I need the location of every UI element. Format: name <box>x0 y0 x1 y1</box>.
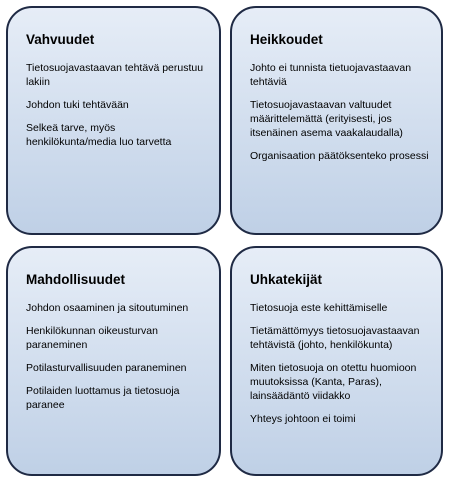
weaknesses-item: Tietosuojavastaavan valtuudet määrittelemättä (erityisesti, jos itsenäinen asema vaakalaudalla) <box>250 99 403 139</box>
opportunities-item: Henkilökunnan oikeusturvan paraneminen <box>26 325 158 351</box>
opportunities-item: Potilasturvallisuuden paraneminen <box>26 362 187 374</box>
opportunities-item: Johdon osaaminen ja sitoutuminen <box>26 302 189 314</box>
threats-item: Tietosuoja este kehittämiselle <box>250 302 388 314</box>
threats-box <box>230 246 443 476</box>
strengths-title: Vahvuudet <box>26 32 95 47</box>
strengths-item: Selkeä tarve, myös henkilökunta/media luo tarvetta <box>26 122 172 148</box>
weaknesses-item: Organisaation päätöksenteko prosessi <box>250 150 429 162</box>
weaknesses-item: Johto ei tunnista tietuojavastaavan tehtäviä <box>250 62 412 88</box>
strengths-item: Tietosuojavastaavan tehtävä perustuu lakiin <box>26 62 204 88</box>
opportunities-box <box>6 246 221 476</box>
threats-list <box>250 301 429 426</box>
strengths-item: Johdon tuki tehtävään <box>26 99 129 111</box>
opportunities-list <box>26 301 207 412</box>
threats-item: Miten tietosuoja on otettu huomioon muutoksissa (Kanta, Paras), lainsäädäntö viidakko <box>250 362 417 402</box>
strengths-box <box>6 6 221 235</box>
threats-item: Yhteys johtoon ei toimi <box>250 413 356 425</box>
opportunities-item: Potilaiden luottamus ja tietosuoja paranee <box>26 385 180 411</box>
weaknesses-title: Heikkoudet <box>250 32 323 47</box>
threats-item: Tietämättömyys tietosuojavastaavan tehtävistä (johto, henkilökunta) <box>250 325 420 351</box>
weaknesses-list <box>250 61 429 163</box>
opportunities-title: Mahdollisuudet <box>26 272 125 287</box>
threats-title: Uhkatekijät <box>250 272 323 287</box>
strengths-list <box>26 61 207 149</box>
weaknesses-box <box>230 6 443 235</box>
